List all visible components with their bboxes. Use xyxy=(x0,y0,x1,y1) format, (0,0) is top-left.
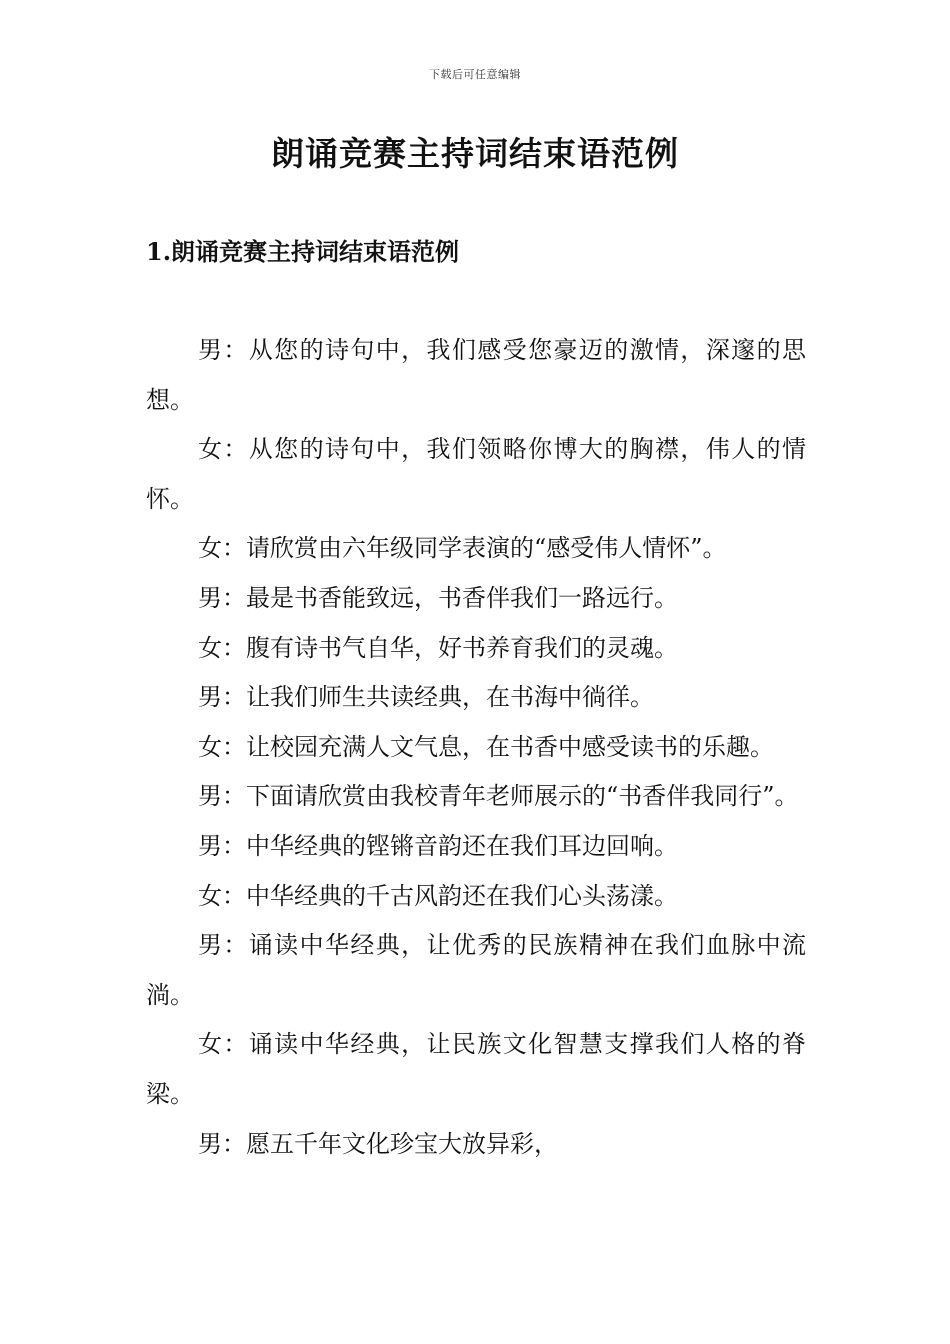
paragraph: 男：中华经典的铿锵音韵还在我们耳边回响。 xyxy=(198,831,678,860)
paragraph: 女：让校园充满人文气息，在书香中感受读书的乐趣。 xyxy=(198,732,774,761)
paragraph: 男：愿五千年文化珍宝大放异彩， xyxy=(198,1129,558,1158)
paragraph: 女：请欣赏由六年级同学表演的“感受伟人情怀”。 xyxy=(198,534,727,563)
document-body xyxy=(146,326,806,1169)
paragraph: 女：腹有诗书气自华，好书养育我们的灵魂。 xyxy=(198,633,678,662)
paragraph: 女：从您的诗句中，我们领略你博大的胸襟，伟人的情怀。 xyxy=(146,435,806,513)
paragraph: 男：最是书香能致远，书香伴我们一路远行。 xyxy=(198,583,678,612)
section-heading: 1.朗诵竞赛主持词结束语范例 xyxy=(146,237,460,266)
paragraph: 男：诵读中华经典，让优秀的民族精神在我们血脉中流淌。 xyxy=(146,931,806,1009)
paragraph: 男：让我们师生共读经典，在书海中徜徉。 xyxy=(198,683,654,712)
paragraph: 女：中华经典的千古风韵还在我们心头荡漾。 xyxy=(198,881,678,910)
header-note: 下载后可任意编辑 xyxy=(429,68,521,81)
paragraph: 男：从您的诗句中，我们感受您豪迈的激情，深邃的思想。 xyxy=(146,336,806,414)
paragraph: 男：下面请欣赏由我校青年老师展示的“书香伴我同行”。 xyxy=(198,782,799,811)
document-title: 朗诵竞赛主持词结束语范例 xyxy=(271,134,679,173)
paragraph: 女：诵读中华经典，让民族文化智慧支撑我们人格的脊梁。 xyxy=(146,1030,806,1108)
